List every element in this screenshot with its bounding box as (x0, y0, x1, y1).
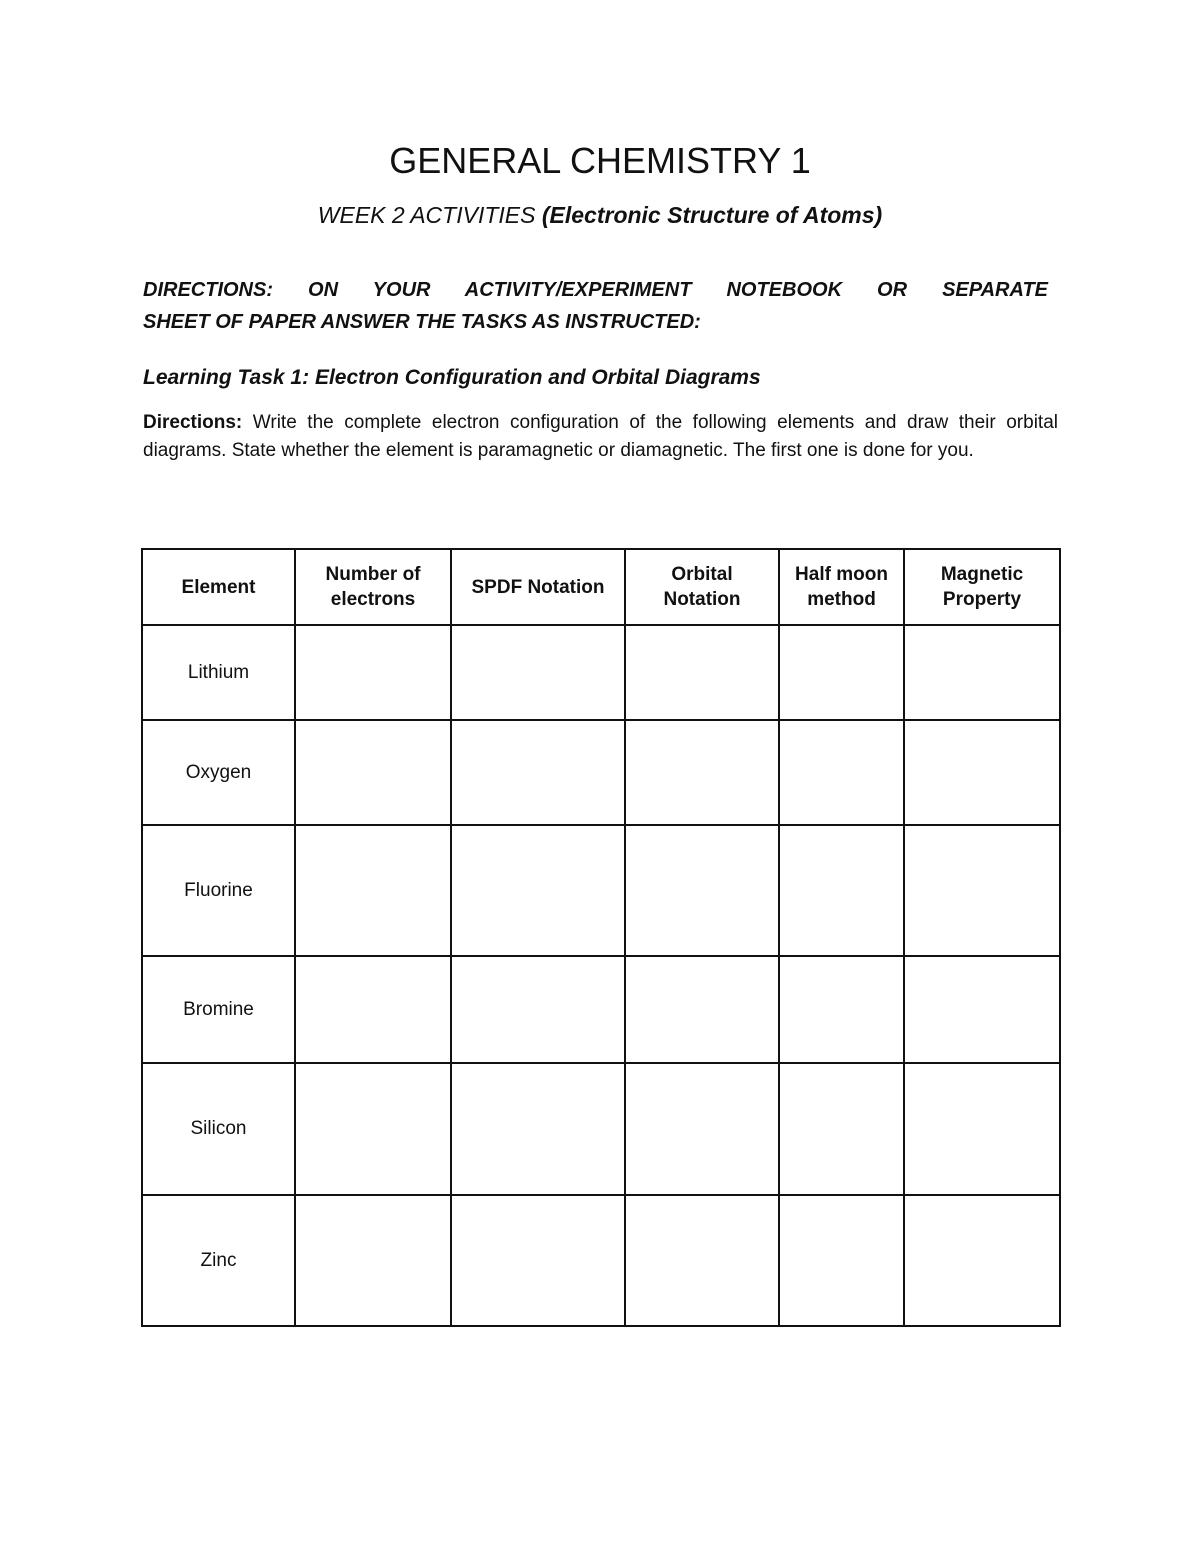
answer-cell-orbital[interactable] (625, 825, 779, 956)
answer-cell-electrons[interactable] (295, 956, 451, 1063)
answer-cell-spdf[interactable] (451, 956, 625, 1063)
table-row (142, 825, 1060, 956)
header-half-moon-method: Half moon method (779, 549, 904, 625)
answer-cell-electrons[interactable] (295, 1195, 451, 1326)
subtitle-prefix: WEEK 2 ACTIVITIES (317, 202, 542, 228)
worksheet-table (141, 548, 1061, 1327)
answer-cell-electrons[interactable] (295, 825, 451, 956)
task-directions (143, 409, 1058, 465)
page-title: GENERAL CHEMISTRY 1 (389, 140, 811, 181)
answer-cell-spdf[interactable] (451, 625, 625, 720)
table-row (142, 720, 1060, 825)
answer-cell-spdf[interactable] (451, 825, 625, 956)
table-header-row (142, 549, 1060, 625)
general-directions-line-2: SHEET OF PAPER ANSWER THE TASKS AS INSTRUCTED: (143, 311, 701, 333)
header-spdf-notation: SPDF Notation (451, 549, 625, 625)
element-cell: Fluorine (142, 825, 295, 956)
task-directions-label: Directions: (143, 412, 243, 433)
element-cell: Zinc (142, 1195, 295, 1326)
answer-cell-half-moon[interactable] (779, 1063, 904, 1195)
header-element: Element (142, 549, 295, 625)
answer-cell-orbital[interactable] (625, 625, 779, 720)
element-cell: Silicon (142, 1063, 295, 1195)
answer-cell-orbital[interactable] (625, 1063, 779, 1195)
answer-cell-half-moon[interactable] (779, 825, 904, 956)
answer-cell-orbital[interactable] (625, 720, 779, 825)
answer-cell-magnetic[interactable] (904, 1195, 1060, 1326)
answer-cell-spdf[interactable] (451, 1063, 625, 1195)
answer-cell-half-moon[interactable] (779, 625, 904, 720)
answer-cell-orbital[interactable] (625, 956, 779, 1063)
table-row (142, 1195, 1060, 1326)
header-number-of-electrons: Number of electrons (295, 549, 451, 625)
general-directions (143, 274, 1048, 338)
table-row (142, 625, 1060, 720)
element-cell: Oxygen (142, 720, 295, 825)
answer-cell-magnetic[interactable] (904, 956, 1060, 1063)
header-orbital-notation: Orbital Notation (625, 549, 779, 625)
answer-cell-magnetic[interactable] (904, 1063, 1060, 1195)
answer-cell-spdf[interactable] (451, 720, 625, 825)
answer-cell-half-moon[interactable] (779, 956, 904, 1063)
answer-cell-magnetic[interactable] (904, 720, 1060, 825)
header-magnetic-property: Magnetic Property (904, 549, 1060, 625)
element-cell: Bromine (142, 956, 295, 1063)
answer-cell-magnetic[interactable] (904, 625, 1060, 720)
answer-cell-electrons[interactable] (295, 1063, 451, 1195)
general-directions-line-1: DIRECTIONS: ON YOUR ACTIVITY/EXPERIMENT NOTEBOOK OR SEPARATE (143, 279, 1048, 301)
table-row (142, 956, 1060, 1063)
answer-cell-magnetic[interactable] (904, 825, 1060, 956)
table-row (142, 1063, 1060, 1195)
answer-cell-spdf[interactable] (451, 1195, 625, 1326)
page-subtitle (0, 202, 1200, 229)
answer-cell-half-moon[interactable] (779, 720, 904, 825)
answer-cell-half-moon[interactable] (779, 1195, 904, 1326)
task-directions-text: Write the complete electron configuration of the following elements and draw their orbital diagrams. State whether the element is paramagnetic or diamagnetic. The first one is done for you. (143, 412, 1058, 461)
subtitle-topic: (Electronic Structure of Atoms) (541, 202, 883, 228)
element-cell: Lithium (142, 625, 295, 720)
answer-cell-electrons[interactable] (295, 625, 451, 720)
answer-cell-orbital[interactable] (625, 1195, 779, 1326)
answer-cell-electrons[interactable] (295, 720, 451, 825)
task-heading: Learning Task 1: Electron Configuration and Orbital Diagrams (143, 366, 761, 389)
